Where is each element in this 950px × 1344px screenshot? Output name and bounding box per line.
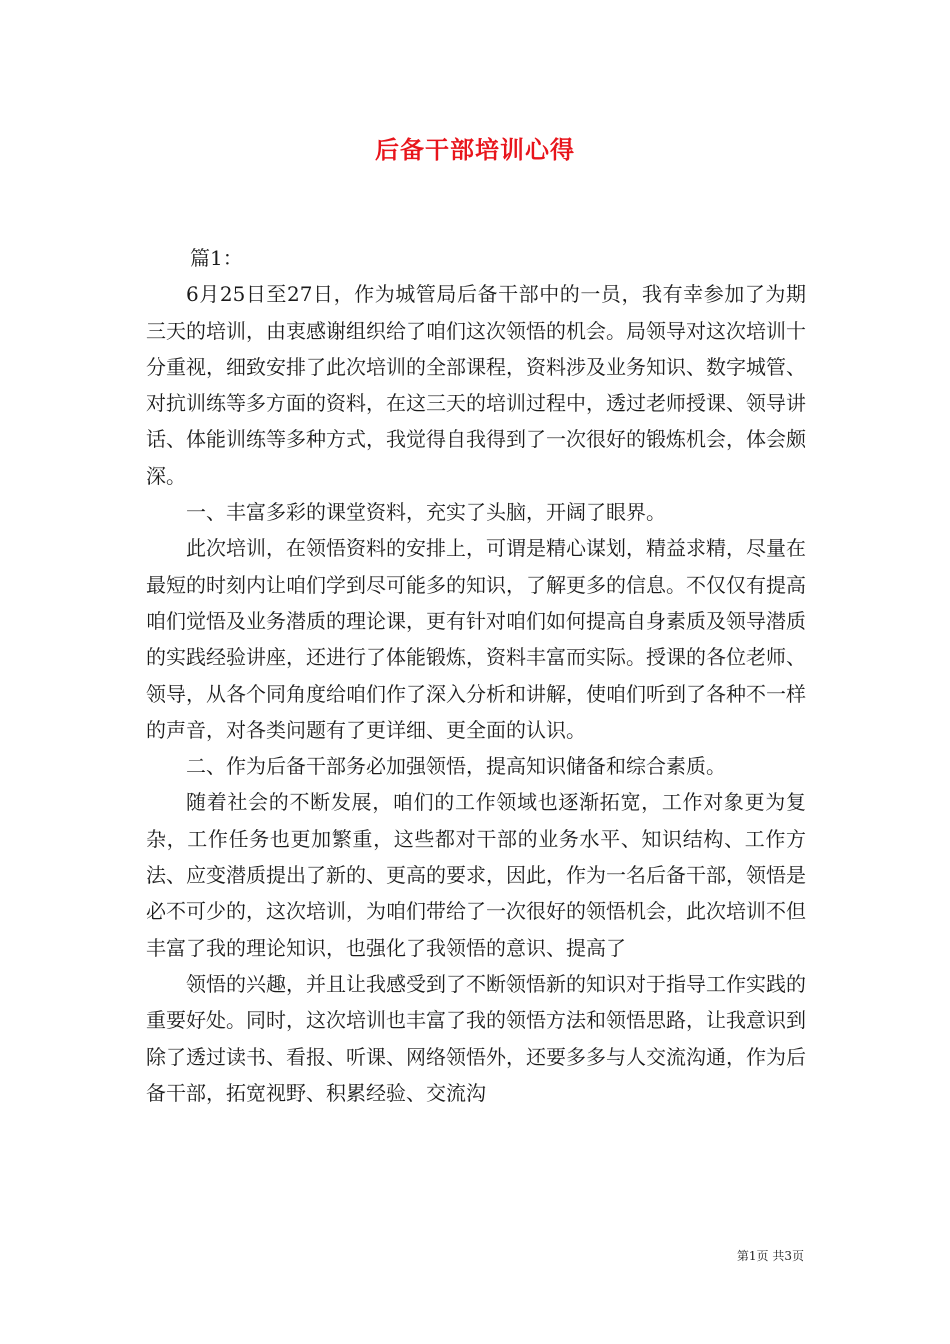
paragraph-learning-interest: 领悟的兴趣，并且让我感受到了不断领悟新的知识对于指导工作实践的重要好处。同时，这次培训也丰富了我的领悟方法和领悟思路，让我意识到除了透过读书、看报、听课、网络领悟外，还要多多与人交流沟通，作为后备干部，拓宽视野、积累经验、交流沟 bbox=[146, 971, 806, 1105]
page-number: 第1页 共3页 bbox=[736, 1249, 804, 1263]
heading-two: 二、作为后备干部务必加强领悟，提高知识储备和综合素质。 bbox=[186, 754, 726, 779]
paragraph-society-development: 随着社会的不断发展，咱们的工作领域也逐渐拓宽，工作对象更为复杂，工作任务也更加繁重，这些都对干部的业务水平、知识结构、工作方法、应变潜质提出了新的、更高的要求，因此，作为一名后备干部，领悟是必不可少的，这次培训，为咱们带给了一次很好的领悟机会，此次培训不但丰富了我的理论知识，也强化了我领悟的意识、提高了 bbox=[146, 790, 806, 960]
document-body bbox=[146, 240, 806, 1111]
paragraph-intro: 6月25日至27日，作为城管局后备干部中的一员，我有幸参加了为期三天的培训，由衷感谢组织给了咱们这次领悟的机会。局领导对这次培训十分重视，细致安排了此次培训的全部课程，资料涉及业务知识、数字城管、对抗训练等多方面的资料，在这三天的培训过程中，透过老师授课、领导讲话、体能训练等多种方式，我觉得自我得到了一次很好的锻炼机会，体会颇深。 bbox=[146, 282, 806, 488]
heading-one: 一、丰富多彩的课堂资料，充实了头脑，开阔了眼界。 bbox=[186, 500, 666, 525]
section-label: 篇1： bbox=[190, 246, 243, 270]
page-title: 后备干部培训心得 bbox=[375, 135, 575, 164]
paragraph-training-content: 此次培训，在领悟资料的安排上，可谓是精心谋划，精益求精，尽量在最短的时刻内让咱们学到尽可能多的知识，了解更多的信息。不仅仅有提高咱们觉悟及业务潜质的理论课，更有针对咱们如何提高自身素质及领导潜质的实践经验讲座，还进行了体能锻炼，资料丰富而实际。授课的各位老师、领导，从各个同角度给咱们作了深入分析和讲解，使咱们听到了各种不一样的声音，对各类问题有了更详细、更全面的认识。 bbox=[146, 536, 806, 742]
